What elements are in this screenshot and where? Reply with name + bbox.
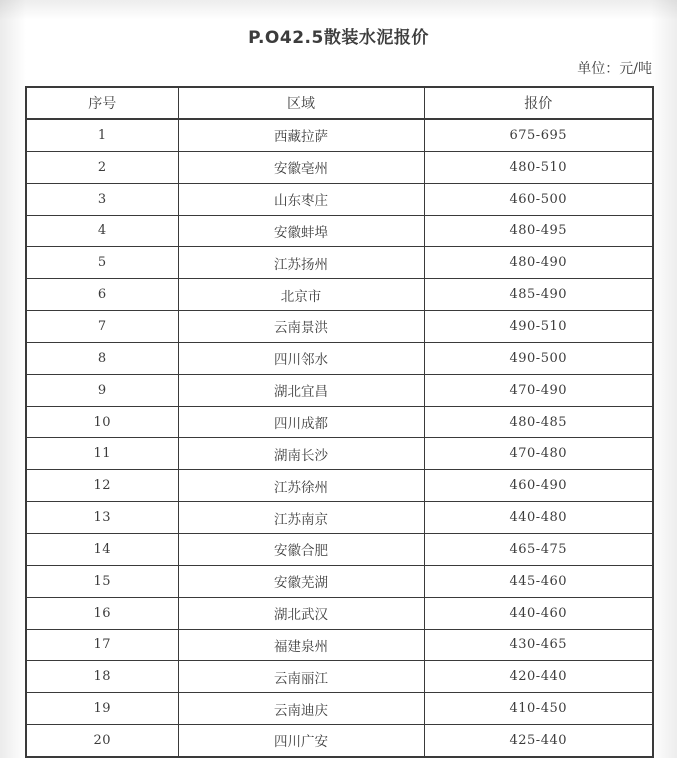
region-cell: 江苏南京 — [178, 502, 424, 534]
serial-cell: 13 — [26, 502, 178, 534]
price-table — [25, 86, 654, 758]
table-body — [26, 119, 653, 757]
table-row — [26, 693, 653, 725]
price-cell: 465-475 — [424, 533, 653, 565]
header-region: 区域 — [178, 87, 424, 119]
table-row — [26, 406, 653, 438]
region-cell: 江苏徐州 — [178, 470, 424, 502]
price-cell: 480-495 — [424, 215, 653, 247]
serial-cell: 1 — [26, 119, 178, 151]
price-cell: 440-460 — [424, 597, 653, 629]
price-cell: 440-480 — [424, 502, 653, 534]
price-cell: 480-485 — [424, 406, 653, 438]
table-row — [26, 311, 653, 343]
region-cell: 四川成都 — [178, 406, 424, 438]
table-row — [26, 183, 653, 215]
serial-cell: 10 — [26, 406, 178, 438]
price-cell: 430-465 — [424, 629, 653, 661]
region-cell: 云南丽江 — [178, 661, 424, 693]
table-row — [26, 597, 653, 629]
price-cell: 485-490 — [424, 279, 653, 311]
price-cell: 445-460 — [424, 565, 653, 597]
serial-cell: 6 — [26, 279, 178, 311]
price-cell: 460-500 — [424, 183, 653, 215]
region-cell: 北京市 — [178, 279, 424, 311]
page-title: P.O42.5散装水泥报价 — [248, 28, 429, 48]
region-cell: 安徽芜湖 — [178, 565, 424, 597]
serial-cell: 4 — [26, 215, 178, 247]
price-cell: 490-510 — [424, 311, 653, 343]
header-price: 报价 — [424, 87, 653, 119]
table-row — [26, 374, 653, 406]
table-row — [26, 438, 653, 470]
price-cell: 490-500 — [424, 342, 653, 374]
serial-cell: 7 — [26, 311, 178, 343]
serial-cell: 11 — [26, 438, 178, 470]
table-row — [26, 725, 653, 757]
region-cell: 云南景洪 — [178, 311, 424, 343]
price-cell: 480-490 — [424, 247, 653, 279]
serial-cell: 2 — [26, 151, 178, 183]
header-serial: 序号 — [26, 87, 178, 119]
serial-cell: 18 — [26, 661, 178, 693]
serial-cell: 20 — [26, 725, 178, 757]
table-row — [26, 151, 653, 183]
price-cell: 470-490 — [424, 374, 653, 406]
table-row — [26, 502, 653, 534]
region-cell: 安徽合肥 — [178, 533, 424, 565]
serial-cell: 19 — [26, 693, 178, 725]
region-cell: 安徽蚌埠 — [178, 215, 424, 247]
region-cell: 四川广安 — [178, 725, 424, 757]
serial-cell: 9 — [26, 374, 178, 406]
price-cell: 410-450 — [424, 693, 653, 725]
price-cell: 480-510 — [424, 151, 653, 183]
region-cell: 湖北武汉 — [178, 597, 424, 629]
serial-cell: 8 — [26, 342, 178, 374]
region-cell: 四川邻水 — [178, 342, 424, 374]
region-cell: 安徽亳州 — [178, 151, 424, 183]
table-row — [26, 247, 653, 279]
serial-cell: 15 — [26, 565, 178, 597]
price-cell: 425-440 — [424, 725, 653, 757]
price-cell: 470-480 — [424, 438, 653, 470]
table-row — [26, 661, 653, 693]
table-row — [26, 470, 653, 502]
table-row — [26, 565, 653, 597]
region-cell: 山东枣庄 — [178, 183, 424, 215]
table-row — [26, 342, 653, 374]
region-cell: 云南迪庆 — [178, 693, 424, 725]
serial-cell: 5 — [26, 247, 178, 279]
region-cell: 湖南长沙 — [178, 438, 424, 470]
region-cell: 江苏扬州 — [178, 247, 424, 279]
table-row — [26, 215, 653, 247]
serial-cell: 12 — [26, 470, 178, 502]
region-cell: 湖北宜昌 — [178, 374, 424, 406]
price-cell: 675-695 — [424, 119, 653, 151]
serial-cell: 14 — [26, 533, 178, 565]
price-cell: 420-440 — [424, 661, 653, 693]
serial-cell: 3 — [26, 183, 178, 215]
serial-cell: 16 — [26, 597, 178, 629]
table-row — [26, 533, 653, 565]
serial-cell: 17 — [26, 629, 178, 661]
unit-label: 单位：元/吨 — [577, 61, 652, 77]
region-cell: 福建泉州 — [178, 629, 424, 661]
table-row — [26, 119, 653, 151]
table-row — [26, 279, 653, 311]
region-cell: 西藏拉萨 — [178, 119, 424, 151]
header-row — [26, 87, 653, 119]
table-row — [26, 629, 653, 661]
price-cell: 460-490 — [424, 470, 653, 502]
